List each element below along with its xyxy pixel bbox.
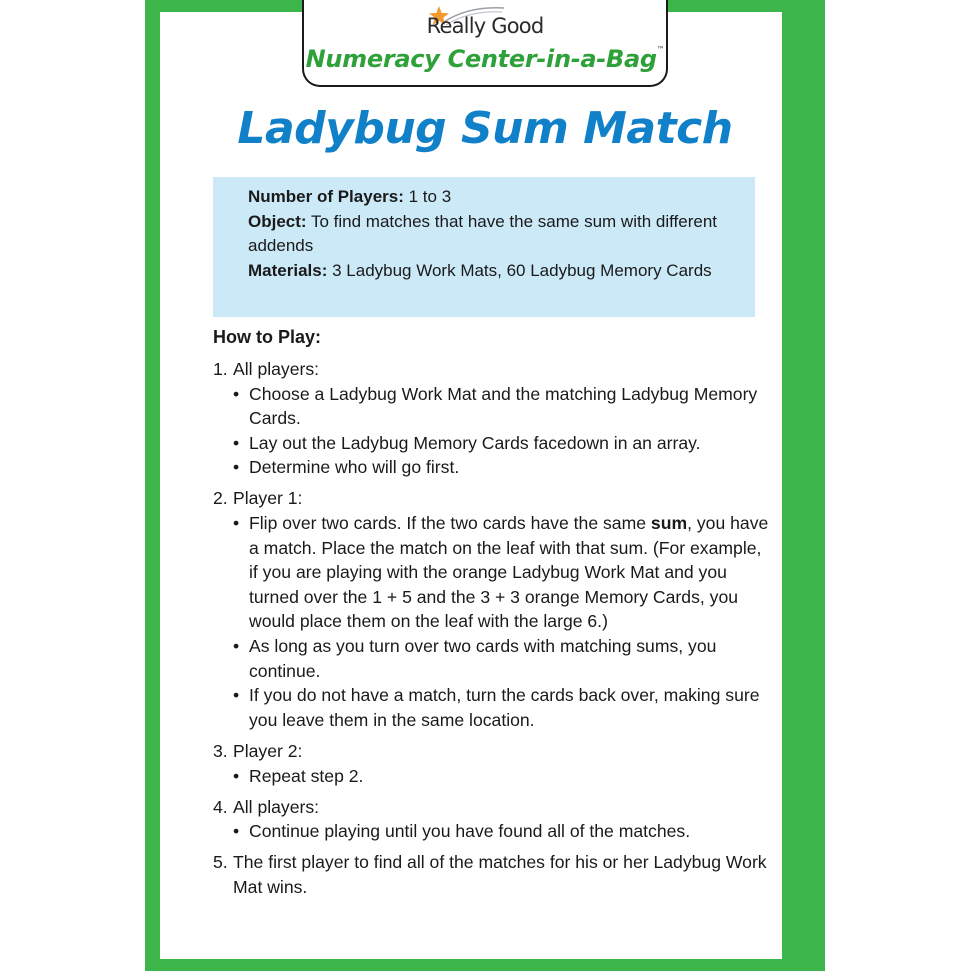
how-to-play-heading: How to Play: <box>213 327 322 347</box>
bullet-icon: • <box>233 636 240 657</box>
step-head <box>213 739 773 764</box>
step-4 <box>213 795 773 844</box>
bullet-text: Continue playing until you have found all of the matches. <box>249 821 691 842</box>
step-3 <box>213 739 773 788</box>
step-1 <box>213 357 773 480</box>
list-item <box>213 634 773 683</box>
bullet-icon: • <box>233 457 240 478</box>
list-item <box>213 683 773 732</box>
step-head <box>213 357 773 382</box>
bullet-text: As long as you turn over two cards with matching sums, you continue. <box>249 636 717 681</box>
bullet-text: Determine who will go first. <box>249 457 460 478</box>
materials-line <box>248 259 743 284</box>
list-item <box>213 819 773 844</box>
bullet-text-before: Flip over two cards. If the two cards have the same <box>249 513 651 534</box>
object-value: To find matches that have the same sum with different addends <box>248 211 717 255</box>
materials-label: Materials: <box>248 260 328 280</box>
bullet-icon: • <box>233 821 240 842</box>
object-label: Object: <box>248 211 307 231</box>
bullet-icon: • <box>233 765 240 786</box>
players-line <box>248 185 743 210</box>
page-title: Ladybug Sum Match <box>237 103 733 154</box>
bullet-icon: • <box>233 513 240 534</box>
game-info-box <box>213 177 755 317</box>
step-title: All players: <box>233 796 320 817</box>
players-value: 1 to 3 <box>408 187 452 206</box>
bullet-icon: • <box>233 432 240 453</box>
step-title: Player 1: <box>233 488 303 509</box>
product-name-text: Numeracy Center-in-a-Bag <box>305 45 657 73</box>
bullet-text: If you do not have a match, turn the cards back over, making sure you leave them in the same location. <box>249 685 760 730</box>
brand-name: Really Good <box>426 14 544 38</box>
step-number: 4. <box>213 796 228 817</box>
step-head <box>213 486 773 511</box>
step-number: 1. <box>213 359 228 379</box>
list-item <box>213 431 773 456</box>
step-2 <box>213 486 773 732</box>
step-title: The first player to find all of the matches for his or her Ladybug Work Mat wins. <box>233 852 767 897</box>
step-number: 3. <box>213 740 228 761</box>
step-5 <box>213 850 773 899</box>
bullet-text-bold: sum <box>650 513 688 534</box>
bullet-text: Choose a Ladybug Work Mat and the matching Ladybug Memory Cards. <box>249 383 758 429</box>
bullet-text-after: , you have a match. Place the match on the leaf with that sum. (For example, if you are playing with the orange Ladybug Work Mat and you turned over the 1 + 5 and the 3 + 3 orange Memory Cards, you would place them on the leaf with the large 6.) <box>249 513 769 632</box>
step-number: 2. <box>213 488 228 509</box>
bullet-text: Lay out the Ladybug Memory Cards facedown in an array. <box>249 432 701 453</box>
bullet-icon: • <box>233 685 240 706</box>
list-item <box>213 511 773 634</box>
product-name <box>304 45 666 73</box>
list-item <box>213 382 773 431</box>
game-info-text <box>248 185 743 283</box>
step-head <box>213 850 773 899</box>
step-head <box>213 795 773 820</box>
players-label: Number of Players: <box>248 187 404 206</box>
bullet-text: Repeat step 2. <box>249 765 364 786</box>
trademark-mark: ™ <box>656 45 665 54</box>
step-number: 5. <box>213 852 228 873</box>
brand-logo <box>302 0 668 87</box>
object-line <box>248 210 743 259</box>
materials-value: 3 Ladybug Work Mats, 60 Ladybug Memory Cards <box>332 260 712 280</box>
step-title: Player 2: <box>233 740 303 761</box>
bullet-icon: • <box>233 383 240 404</box>
steps-list <box>213 357 773 906</box>
bullet-text <box>249 513 768 631</box>
list-item <box>213 455 773 480</box>
list-item <box>213 764 773 789</box>
step-title: All players: <box>233 359 320 379</box>
